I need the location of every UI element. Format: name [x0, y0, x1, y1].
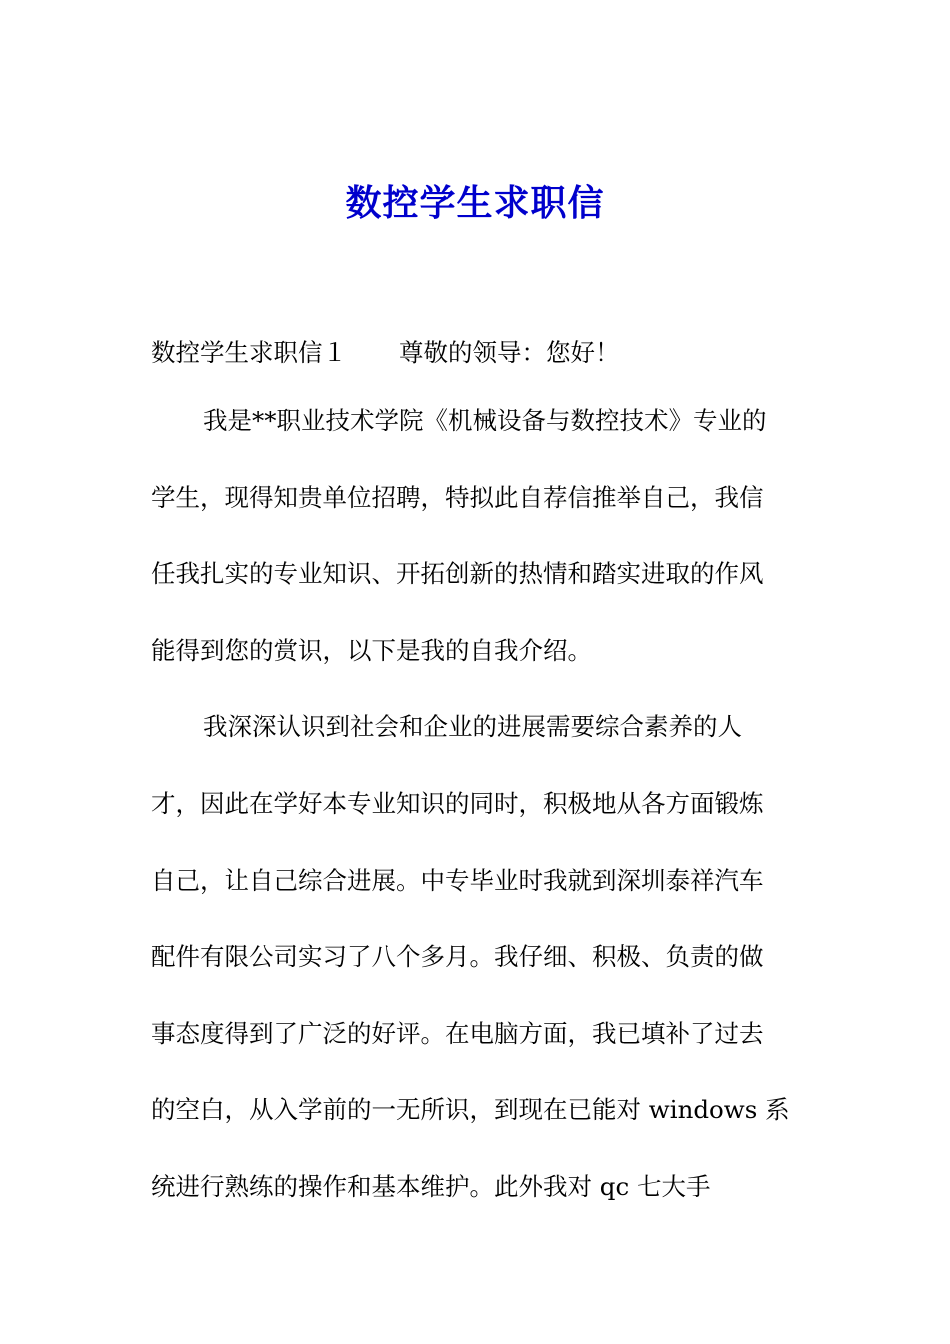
paragraph-2-line-5: 事态度得到了广泛的好评。在电脑方面，我已填补了过去	[151, 1018, 764, 1048]
paragraph-2-line-6: 的空白，从入学前的一无所识，到现在已能对 windows 系	[151, 1095, 790, 1125]
paragraph-2-line-7: 统进行熟练的操作和基本维护。此外我对 qc 七大手	[151, 1171, 711, 1201]
paragraph-1-line-3: 任我扎实的专业知识、开拓创新的热情和踏实进取的作风	[151, 559, 764, 589]
paragraph-2-line-2: 才，因此在学好本专业知识的同时，积极地从各方面锻炼	[151, 788, 764, 818]
document-body	[151, 333, 791, 1244]
document-title: 数控学生求职信	[345, 182, 605, 224]
paragraph-2-line-1: 我深深认识到社会和企业的进展需要综合素养的人	[203, 712, 742, 742]
salutation: 尊敬的领导：您好！	[399, 338, 620, 367]
paragraph-2-line-3: 自己，让自己综合进展。中专毕业时我就到深圳泰祥汽车	[151, 865, 764, 895]
paragraph-1-line-1: 我是**职业技术学院《机械设备与数控技术》专业的	[203, 406, 767, 435]
paragraph-1-line-2: 学生，现得知贵单位招聘，特拟此自荐信推举自己，我信	[151, 482, 764, 512]
heading-line	[151, 333, 791, 401]
paragraph-2-line-4: 配件有限公司实习了八个多月。我仔细、积极、负责的做	[151, 942, 764, 972]
paragraph-1-line-4: 能得到您的赏识，以下是我的自我介绍。	[151, 635, 592, 665]
letter-label: 数控学生求职信１	[151, 338, 347, 367]
